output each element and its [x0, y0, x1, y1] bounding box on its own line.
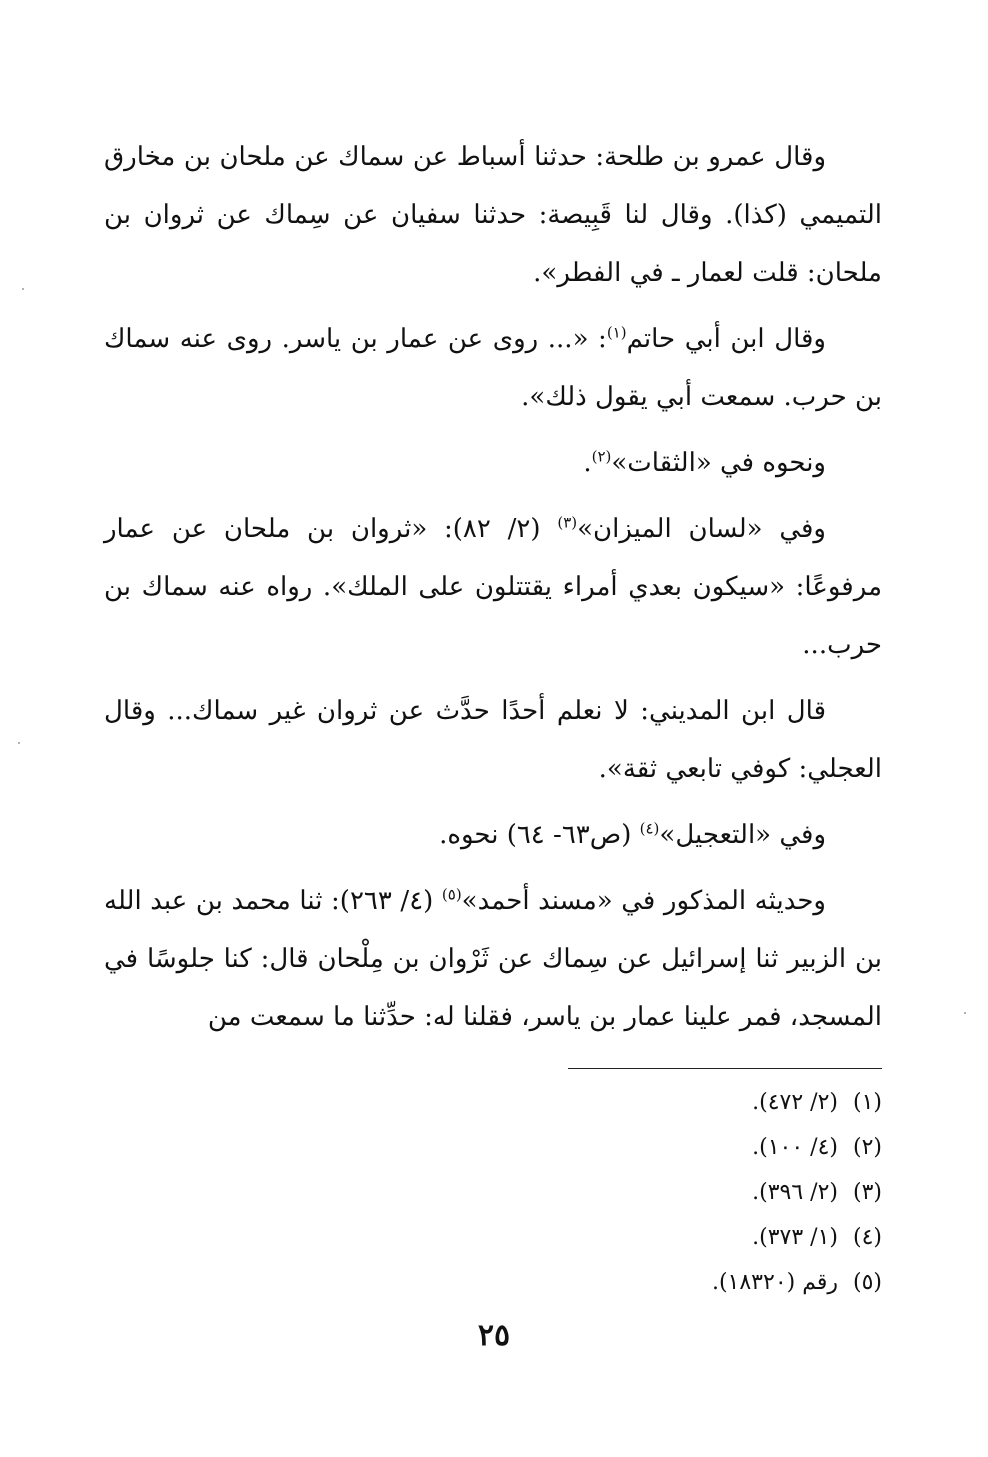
scan-speck: [964, 1012, 966, 1014]
paragraph-text: قال ابن المديني: لا نعلم أحدًا حدَّث عن ثروان غير سماك... وقال العجلي: كوفي تابعي ثقة».: [104, 696, 882, 784]
page-number: ٢٥: [477, 1318, 511, 1353]
paragraph-text: ونحوه في «الثقات»: [611, 448, 826, 478]
paragraph: [104, 434, 882, 492]
scan-speck: [18, 742, 20, 744]
footnote-separator: [568, 1068, 882, 1069]
footnote-list: [104, 1080, 882, 1305]
footnote-number: (٢): [852, 1135, 882, 1160]
footnote: [104, 1215, 882, 1260]
paragraph-text: وفي «التعجيل»: [659, 820, 826, 850]
footnote-number: (١): [852, 1090, 882, 1115]
footnote-marker: (٢): [591, 447, 612, 466]
footnote-text: (١/ ٣٧٣).: [752, 1225, 838, 1250]
footnote-text: (٤/ ١٠٠).: [752, 1135, 838, 1160]
footnote-marker: (٥): [441, 885, 462, 904]
paragraph-text: وحديثه المذكور في «مسند أحمد»: [461, 886, 826, 916]
footnote-text: رقم (١٨٣٢٠).: [711, 1270, 838, 1295]
footnote: [104, 1080, 882, 1125]
paragraph-text: : «... روى عن عمار بن ياسر. روى عنه سماك بن حرب. سمعت أبي يقول ذلك».: [104, 324, 882, 412]
footnote-marker: (١): [606, 323, 627, 342]
scan-speck: [22, 288, 24, 290]
footnote-number: (٥): [852, 1270, 882, 1295]
footnote: [104, 1170, 882, 1215]
paragraph-text: .: [583, 448, 592, 478]
paragraph: [104, 310, 882, 426]
paragraph-text: وقال ابن أبي حاتم: [626, 324, 826, 354]
paragraph-text: وقال عمرو بن طلحة: حدثنا أسباط عن سماك عن ملحان بن مخارق التميمي (كذا). وقال لنا قَبِيصة: حدثنا سفيان عن سِماك عن ثروان بن ملحان: قلت لعمار ـ في الفطر».: [104, 142, 882, 288]
paragraph-text: (ص٦٣- ٦٤) نحوه.: [439, 820, 640, 850]
footnote-marker: (٣): [557, 513, 578, 532]
main-text: [104, 128, 882, 1054]
footnote-number: (٤): [852, 1225, 882, 1250]
paragraph-text: وفي «لسان الميزان»: [577, 514, 826, 544]
paragraph: [104, 682, 882, 798]
paragraph-text: (٢/ ٨٢): «ثروان بن ملحان عن عمار مرفوعًا: «سيكون بعدي أمراء يقتتلون على الملك». رواه عنه سماك بن حرب...: [104, 514, 882, 660]
footnote: [104, 1260, 882, 1305]
footnote-number: (٣): [852, 1180, 882, 1205]
footnote-text: (٢/ ٣٩٦).: [752, 1180, 838, 1205]
paragraph: [104, 500, 882, 674]
paragraph-text: (٤/ ٢٦٣): ثنا محمد بن عبد الله بن الزبير ثنا إسرائيل عن سِماك عن ثَرْوان بن مِلْحان قال: كنا جلوسًا في المسجد، فمر علينا عمار بن ياسر، فقلنا له: حدِّثنا ما سمعت من: [104, 886, 882, 1032]
footnote: [104, 1125, 882, 1170]
footnote-text: (٢/ ٤٧٢).: [752, 1090, 838, 1115]
paragraph: [104, 872, 882, 1046]
paragraph: [104, 806, 882, 864]
paragraph: [104, 128, 882, 302]
footnote-marker: (٤): [639, 819, 660, 838]
